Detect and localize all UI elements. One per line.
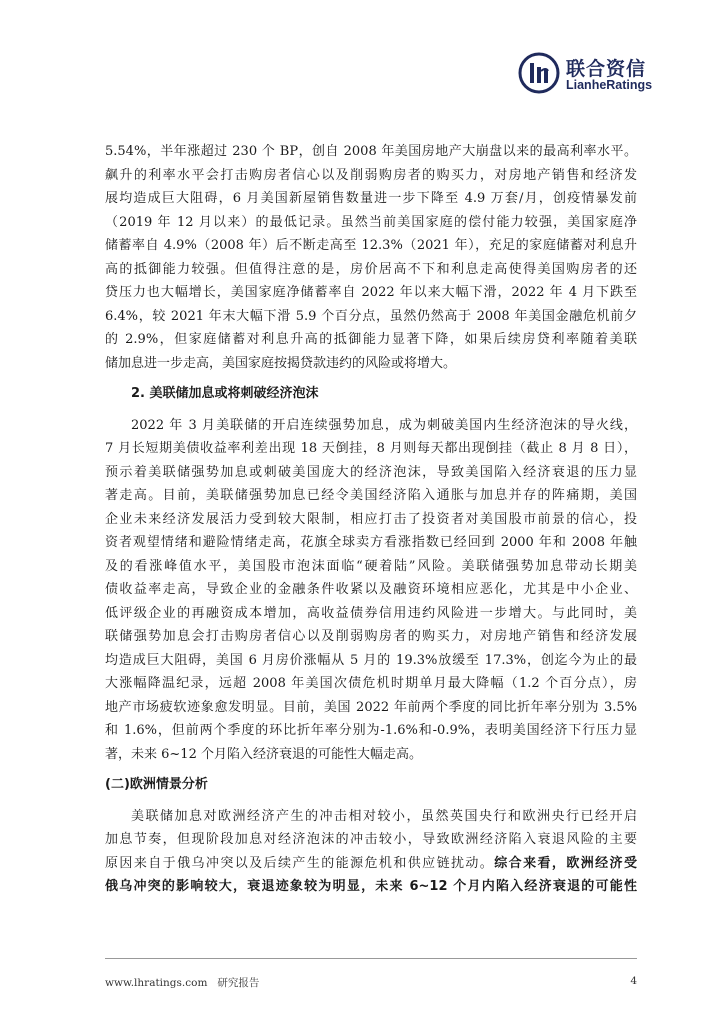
text-line: 5.54%，半年涨超过 230 个 BP，创自 2008 年美国房地产大崩盘以来的最高利率水平。: [105, 144, 637, 159]
lianhe-logo-icon: [518, 52, 560, 94]
text-line: 债收益率走高，导致企业的金融条件收紧以及融资环境相应恶化，尤其是中小企业、: [105, 582, 637, 597]
text-line: 地产市场疲软迹象愈发明显。目前，美国 2022 年前两个季度的同比折年率分别为 3.5%: [105, 699, 637, 715]
text-line: 储加息进一步走高，美国家庭按揭贷款违约的风险或将增大。: [105, 355, 457, 371]
text-line: 6.4%，较 2021 年末大幅下滑 5.9 个百分点，虽然仍然高于 2008 年美国金融危机前夕: [105, 308, 637, 324]
bold-text-span: 综合来看，欧洲经济受: [494, 855, 637, 871]
text-line: 著，未来 6~12 个月陷入经济衰退的可能性大幅走高。: [105, 746, 422, 762]
logo-english-text: LianheRatings: [566, 78, 653, 92]
text-span: 原因来自于俄乌冲突以及后续产生的能源危机和供应链扰动。: [105, 855, 495, 871]
text-line-mixed: [105, 852, 637, 876]
text-line: 低评级企业的再融资成本增加，高收益债券信用违约风险进一步增大。与此同时，美: [105, 605, 637, 621]
text-line: 及的看涨峰值水平，美国股市泡沫面临“硬着陆”风险。美联储强势加息带动长期美: [105, 558, 637, 574]
text-line: 展均造成巨大阻碍，6 月美国新屋销售数量进一步下降至 4.9 万套/月，创疫情暴发前: [105, 191, 637, 206]
text-line: 均造成巨大阻碍，美国 6 月房价涨幅从 5 月的 19.3%放缓至 17.3%，创迄今为止的最: [105, 652, 637, 668]
text-line: 联储强势加息会打击购房者信心以及削弱购房者的购买力，对房地产销售和经济发展: [105, 629, 637, 644]
text-line: 高的抵御能力较强。但值得注意的是，房价居高不下和利息走高使得美国购房者的还: [105, 261, 637, 277]
text-line: 美联储加息对欧洲经济产生的冲击相对较小，虽然英国央行和欧洲央行已经开启: [131, 808, 637, 824]
text-line: 预示着美联储强势加息或刺破美国庞大的经济泡沫，导致美国陷入经济衰退的压力显: [105, 464, 637, 480]
text-line: 飙升的利率水平会打击购房者信心以及削弱购房者的购买力，对房地产销售和经济发: [105, 167, 637, 183]
section-heading-fed-bubble: 2. 美联储加息或将刺破经济泡沫: [131, 386, 319, 401]
text-line: 7 月长短期美债收益率利差出现 18 天倒挂，8 月则每天都出现倒挂（截止 8 月 8 日），: [105, 441, 637, 456]
bold-text-span: 俄乌冲突的影响较大，衰退迹象较为明显，未来 6~12 个月内陷入经济衰退的可能性: [105, 879, 637, 894]
page-number: 4: [630, 975, 637, 987]
paragraph-us-housing: [105, 140, 637, 375]
section-heading-europe: (二)欧洲情景分析: [105, 777, 208, 792]
text-line: 和 1.6%，但前两个季度的环比折年率分别为-1.6%和-0.9%，表明美国经济下行压力显: [105, 723, 637, 738]
footer-doc-type: 研究报告: [217, 977, 260, 989]
text-line: 加息节奏，但现阶段加息对经济泡沫的冲击较小，导致欧洲经济陷入衰退风险的主要: [105, 832, 637, 847]
text-line-bold: [105, 875, 637, 899]
text-line: 著走高。目前，美联储强势加息已经令美国经济陷入通胀与加息并存的阵痛期，美国: [105, 488, 637, 503]
paragraph-europe: [105, 805, 637, 899]
company-logo: [518, 52, 698, 96]
text-line: 贷压力也大幅增长，美国家庭净储蓄率自 2022 年以来大幅下滑，2022 年 4 月下跌至: [105, 285, 637, 300]
text-line: 企业未来经济发展活力受到较大限制，相应打击了投资者对美国股市前景的信心，投: [105, 511, 637, 527]
document-body: [105, 140, 637, 899]
text-line: 的 2.9%，但家庭储蓄对利息升高的抵御能力显著下降，如果后续房贷利率随着美联: [105, 332, 637, 347]
text-line: 大涨幅降温纪录，远超 2008 年美国次债危机时期单月最大降幅（1.2 个百分点），房: [105, 676, 637, 691]
footer-info: [105, 975, 259, 990]
footer-website-link[interactable]: www.lhratings.com: [105, 977, 208, 989]
logo-chinese-text: 联合资信: [566, 58, 647, 80]
text-line: 2022 年 3 月美联储的开启连续强势加息，成为刺破美国内生经济泡沫的导火线，: [131, 417, 637, 433]
text-line: （2019 年 12 月以来）的最低记录。虽然当前美国家庭的偿付能力较强，美国家庭净: [105, 214, 637, 230]
text-line: 储蓄率自 4.9%（2008 年）后不断走高至 12.3%（2021 年），充足的家庭储蓄对利息升: [105, 238, 637, 253]
paragraph-fed-hikes: [105, 414, 637, 767]
footer-divider: [105, 958, 637, 959]
text-line: 资者观望情绪和避险情绪走高，花旗全球卖方看涨指数已经回到 2000 年和 2008 年触: [105, 535, 637, 550]
